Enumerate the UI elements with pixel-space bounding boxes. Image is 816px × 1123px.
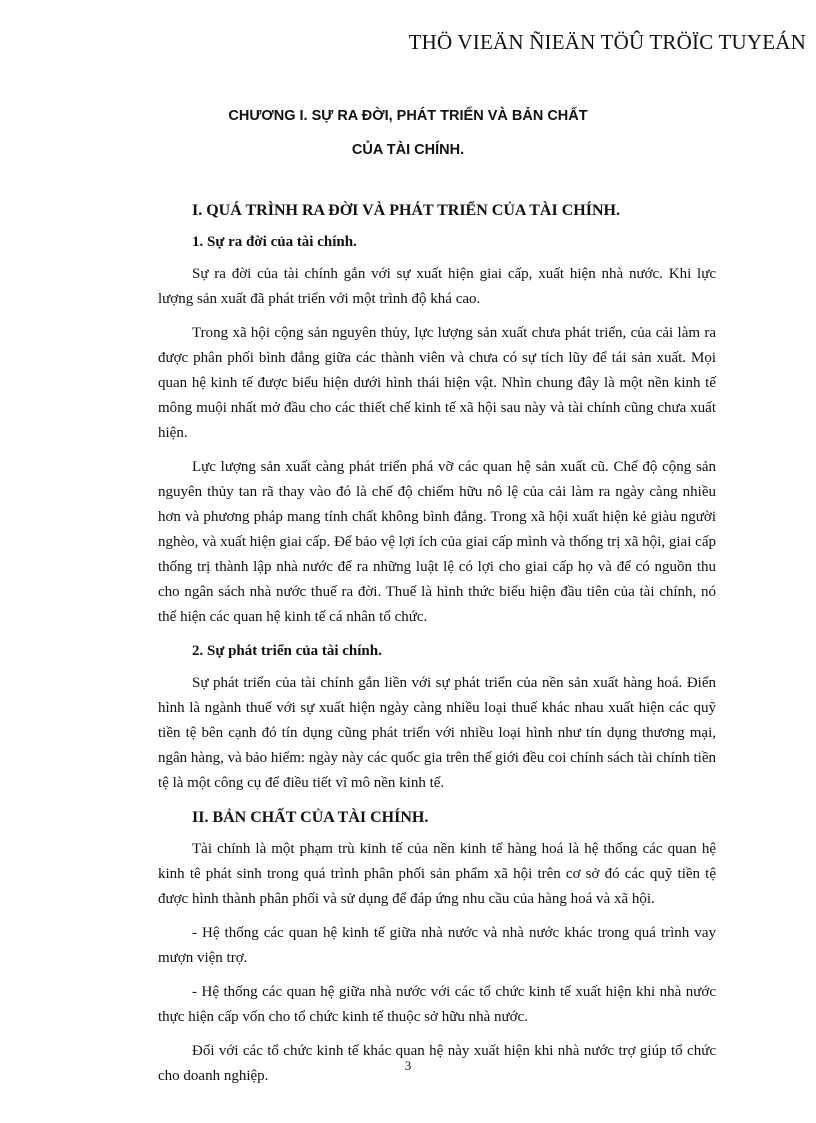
chapter-title-line-2: CỦA TÀI CHÍNH. <box>351 142 465 158</box>
section-heading-1: I. QUÁ TRÌNH RA ĐỜI VÀ PHÁT TRIỂN CỦA TÀI CHÍNH. <box>192 202 620 219</box>
paragraph: Sự phát triển của tài chính gắn liền với sự phát triển của nền sản xuất hàng hoá. Điển hình là ngành thuế với sự xuất hiện ngày càng nhiều loại thuế khác nhau xuất hiện các quỹ tiền tệ bên cạnh đó tín dụng cũng phát triển với nhiều loại hình như tín dụng thương mại, ngân hàng, và bảo hiểm: ngày này các quốc gia trên thế giới đều coi chính sách tài chính tiền tệ là một công cụ để điều tiết vĩ mô nền kinh tế. <box>158 675 716 791</box>
paragraph: - Hệ thống các quan hệ kinh tế giữa nhà nước và nhà nước khác trong quá trình vay mượn viện trợ. <box>158 925 716 966</box>
page-number: 3 <box>404 1058 412 1073</box>
subsection-heading-1-2: 2. Sự phát triển của tài chính. <box>192 643 382 659</box>
paragraph: Lực lượng sản xuất càng phát triển phá vỡ các quan hệ sản xuất cũ. Chế độ cộng sản nguyên thủy tan rã thay vào đó là chế độ chiếm hữu nô lệ của cải làm ra ngày càng nhiều hơn và phương pháp mang tính chất không bình đẳng. Trong xã hội xuất hiện kẻ giàu người nghèo, và xuất hiện giai cấp. Để bảo vệ lợi ích của giai cấp mình và thống trị xã hội, giai cấp thống trị thành lập nhà nước để ra những luật lệ có lợi cho giai cấp họ và để có nguồn thu cho ngân sách nhà nước thuế ra đời. Thuế là hình thức biểu hiện đầu tiên của tài chính, nó thể hiện các quan hệ kinh tế cá nhân tổ chức. <box>158 459 716 625</box>
section-heading-2: II. BẢN CHẤT CỦA TÀI CHÍNH. <box>192 809 429 826</box>
paragraph: - Hệ thống các quan hệ giữa nhà nước với các tổ chức kinh tế xuất hiện khi nhà nước thực hiện cấp vốn cho tổ chức kinh tế thuộc sở hữu nhà nước. <box>158 984 716 1025</box>
chapter-title-line-1: CHƯƠNG I. SỰ RA ĐỜI, PHÁT TRIỂN VÀ BẢN CHẤT <box>228 108 588 124</box>
document-body <box>158 198 716 1098</box>
paragraph: Trong xã hội cộng sản nguyên thủy, lực lượng sản xuất chưa phát triển, của cải làm ra được phân phối bình đẳng giữa các thành viên và chưa có sự tích lũy để tái sản xuất. Mọi quan hệ kinh tế được biểu hiện dưới hình thái hiện vật. Nhìn chung đây là một nền kinh tế mông muội nhất mở đầu cho các thiết chế kinh tế xã hội sau này và tài chính cũng chưa xuất hiện. <box>158 325 716 441</box>
paragraph: Sự ra đời của tài chính gắn với sự xuất hiện giai cấp, xuất hiện nhà nước. Khi lực lượng sản xuất đã phát triển với một trình độ khá cao. <box>158 266 716 307</box>
subsection-heading-1-1: 1. Sự ra đời của tài chính. <box>192 234 357 250</box>
paragraph: Đối với các tổ chức kinh tế khác quan hệ này xuất hiện khi nhà nước trợ giúp tổ chức cho doanh nghiệp. <box>158 1043 716 1084</box>
running-header: THÖ VIEÄN ÑIEÄN TÖÛ TRÖÏC TUYEÁN <box>408 30 806 54</box>
paragraph: Tài chính là một phạm trù kinh tế của nền kinh tế hàng hoá là hệ thống các quan hệ kinh tê phát sinh trong quá trình phân phối sản phẩm xã hội trên cơ sở đó các quỹ tiền tệ được hình thành phân phối và sử dụng để đáp ứng nhu cầu của hàng hoá và xã hội. <box>158 841 716 907</box>
